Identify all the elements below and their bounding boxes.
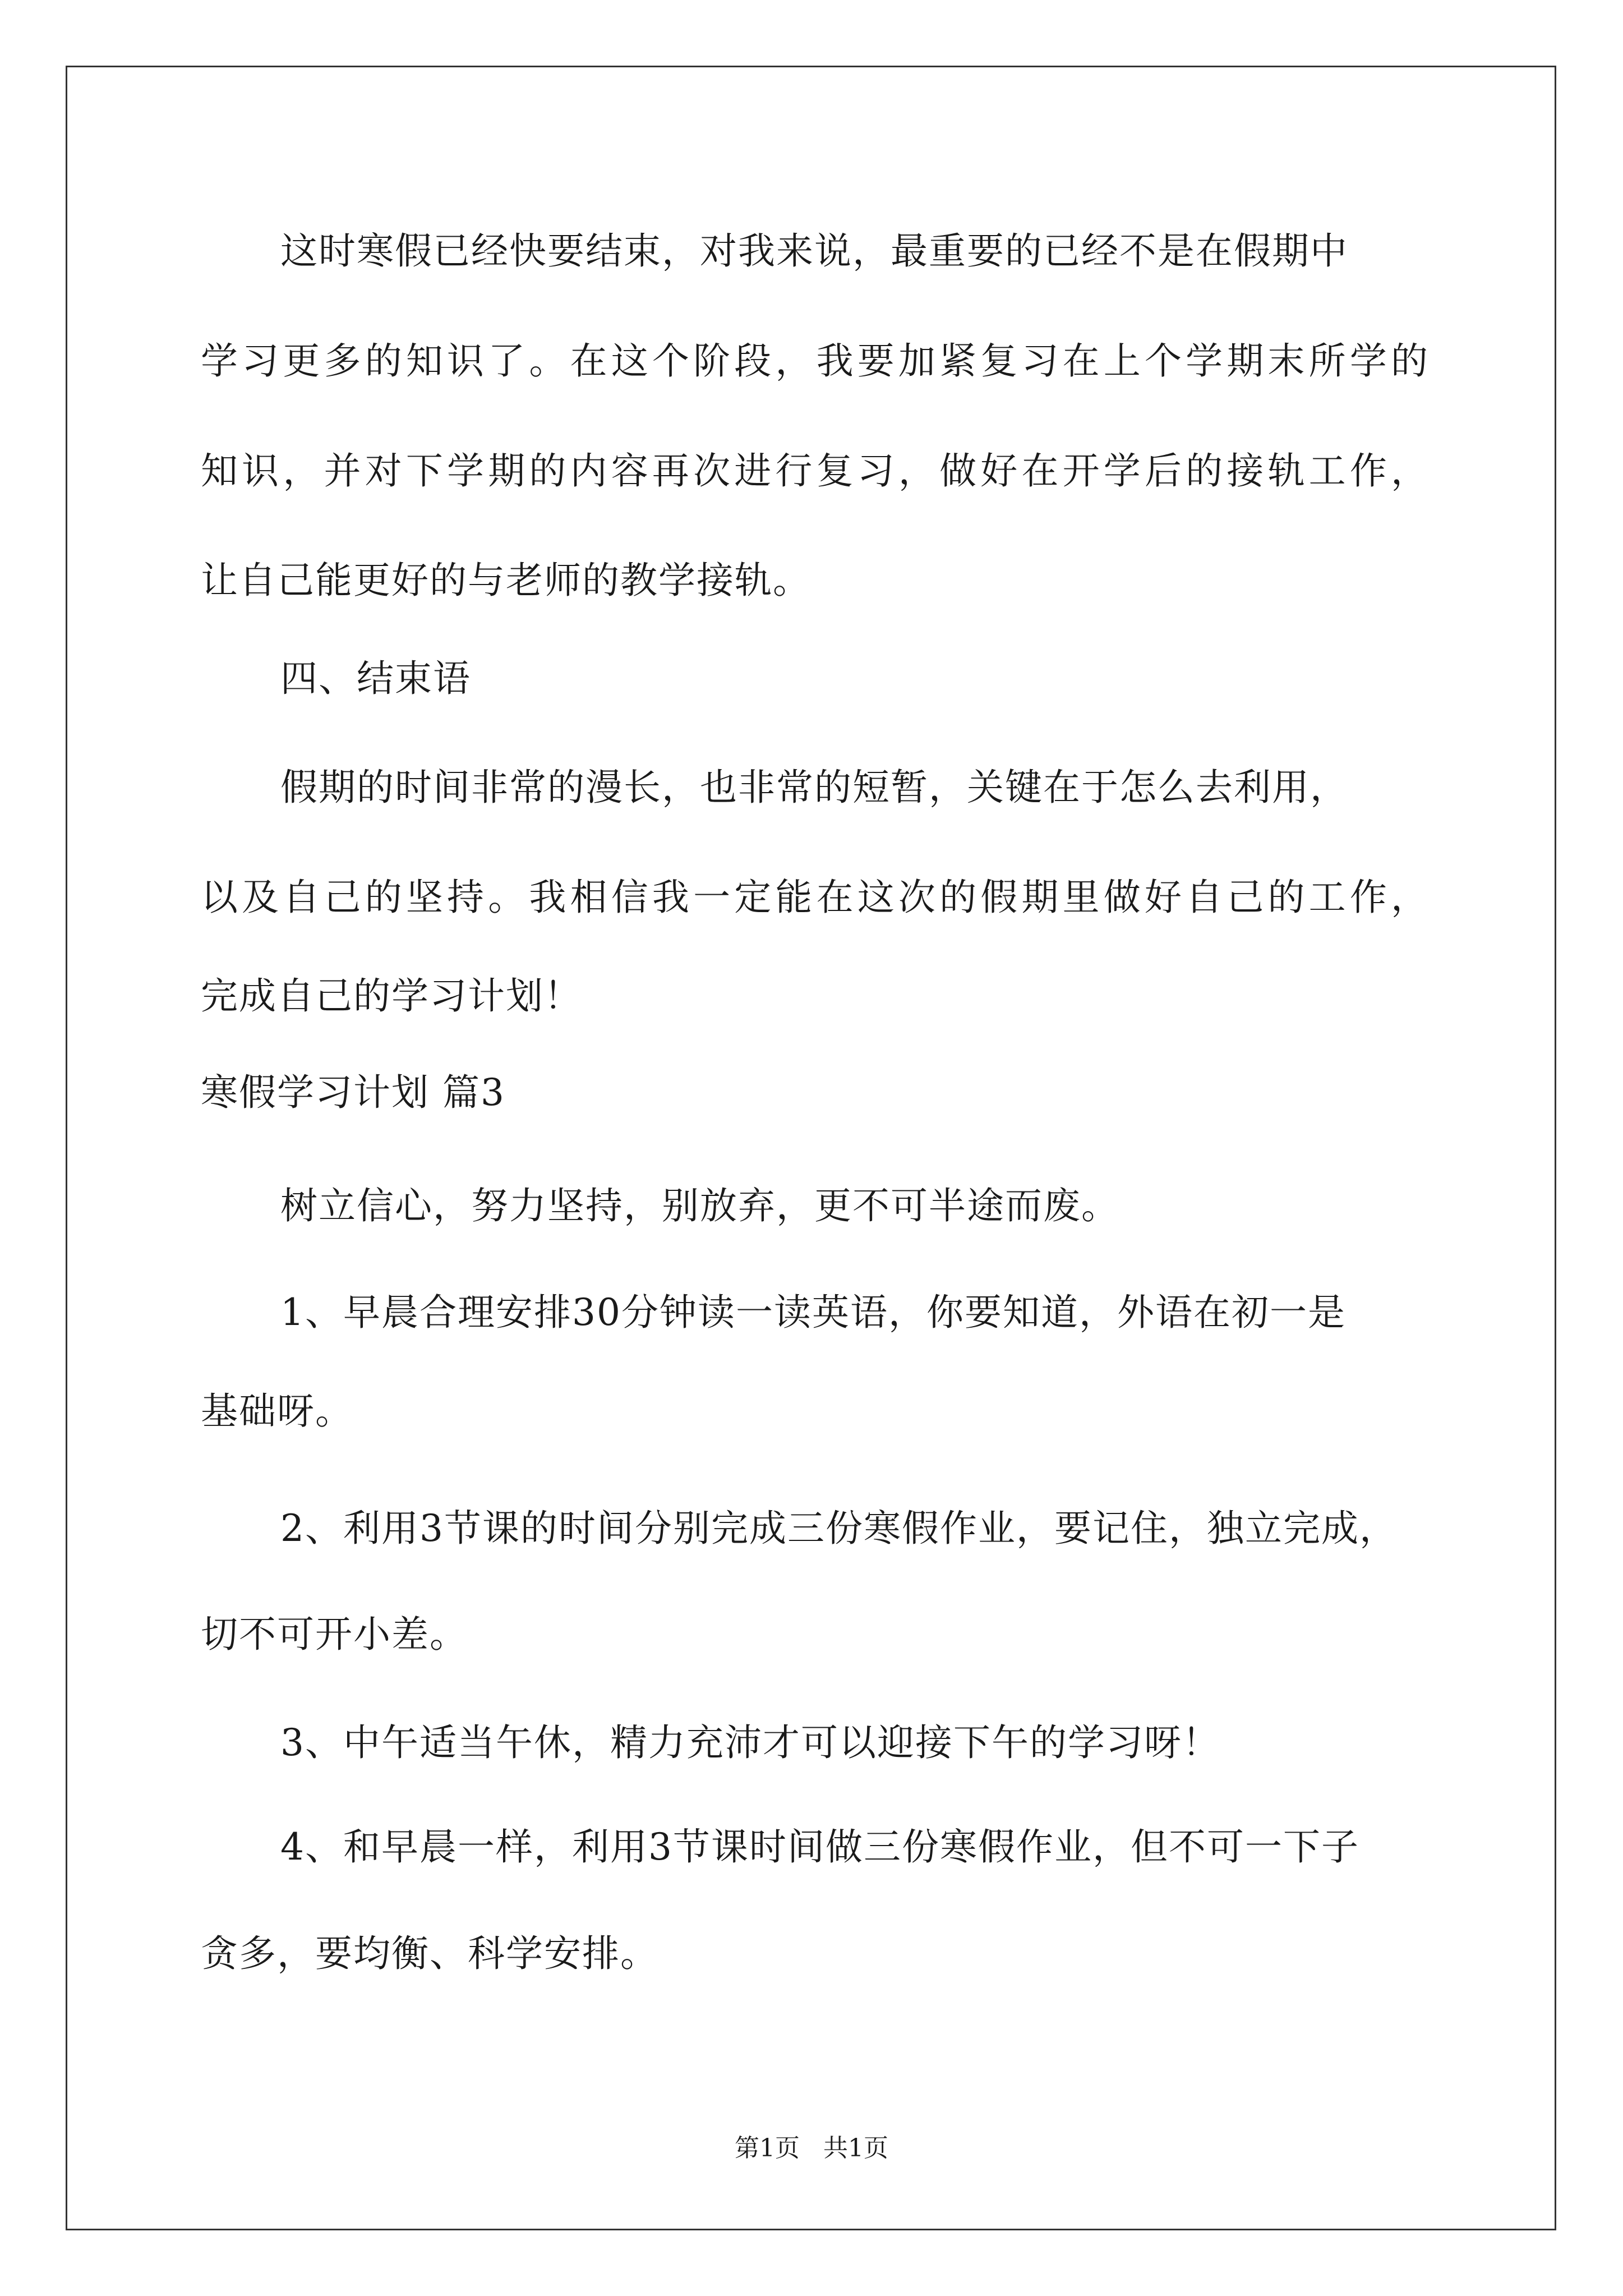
list-item-line: 3、中午适当午休，精力充沛才可以迎接下午的学习呀！	[280, 1721, 1220, 1764]
list-item-line: 切不可开小差。	[201, 1613, 468, 1656]
paragraph-line: 完成自己的学习计划！	[201, 974, 582, 1018]
section-heading: 四、结束语	[280, 657, 471, 700]
list-item-line: 基础呀。	[201, 1389, 353, 1433]
paragraph-line: 知识，并对下学期的内容再次进行复习，做好在开学后的接轨工作，	[201, 449, 1429, 493]
paragraph-line: 假期的时间非常的漫长，也非常的短暂，关键在于怎么去利用，	[280, 766, 1348, 809]
article-title: 寒假学习计划 篇3	[201, 1071, 505, 1114]
list-item-line: 1、早晨合理安排30分钟读一读英语，你要知道，外语在初一是	[280, 1291, 1346, 1334]
list-item-line: 贪多，要均衡、科学安排。	[201, 1932, 658, 1975]
list-item-line: 4、和早晨一样，利用3节课时间做三份寒假作业，但不可一下子	[280, 1825, 1359, 1869]
paragraph-line: 以及自己的坚持。我相信我一定能在这次的假期里做好自己的工作，	[201, 876, 1429, 919]
paragraph-line: 让自己能更好的与老师的教学接轨。	[201, 559, 811, 602]
list-item-line: 2、利用3节课的时间分别完成三份寒假作业，要记住，独立完成，	[280, 1507, 1398, 1550]
paragraph-line: 这时寒假已经快要结束，对我来说，最重要的已经不是在假期中	[280, 229, 1348, 273]
paragraph-line: 树立信心，努力坚持，别放弃，更不可半途而废。	[280, 1184, 1119, 1227]
page-frame	[66, 66, 1556, 2230]
paragraph-line: 学习更多的知识了。在这个阶段，我要加紧复习在上个学期末所学的	[201, 339, 1429, 383]
page-number-footer: 第1页 共1页	[735, 2134, 888, 2162]
